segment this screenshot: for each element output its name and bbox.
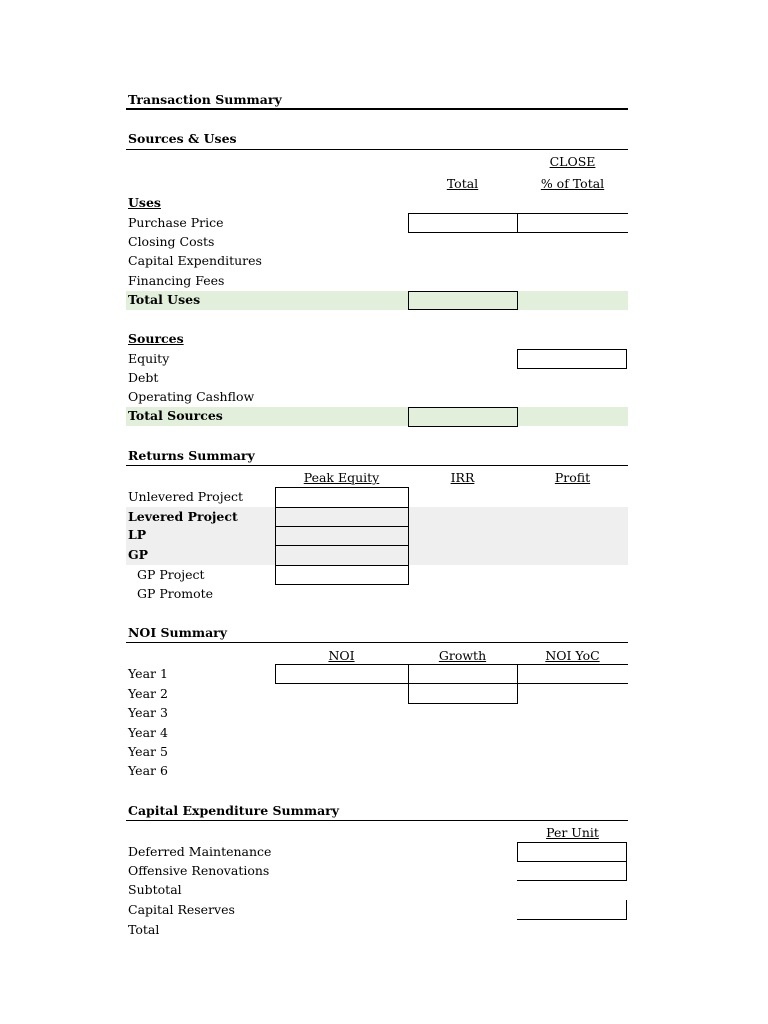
total-uses-total-cell[interactable] [408, 291, 518, 310]
column-header-pct-of-total: % of Total [540, 176, 605, 191]
noi-summary-heading: NOI Summary [128, 625, 228, 640]
column-header-close: CLOSE [549, 154, 596, 169]
gp-project-peak-equity-cell[interactable] [275, 565, 409, 585]
returns-summary-divider [126, 465, 628, 466]
unlevered-peak-equity-cell[interactable] [275, 487, 409, 508]
row-label-financing-fees: Financing Fees [128, 273, 225, 288]
column-header-profit: Profit [554, 470, 591, 485]
year-1-yoc-cell-bottom [517, 683, 628, 684]
year-2-growth-cell[interactable] [408, 683, 518, 704]
column-header-growth: Growth [438, 648, 487, 663]
row-label-gp-project: GP Project [137, 567, 205, 582]
row-label-year-4: Year 4 [128, 725, 168, 740]
total-uses-band [126, 291, 628, 310]
row-label-gp-promote: GP Promote [137, 586, 214, 601]
deferred-maintenance-per-unit-cell[interactable] [517, 842, 627, 862]
purchase-price-pct-cell-bottom [517, 232, 628, 233]
column-header-total: Total [446, 176, 479, 191]
row-label-year-2: Year 2 [128, 686, 168, 701]
offensive-renovations-per-unit-right [626, 861, 627, 881]
capex-summary-heading: Capital Expenditure Summary [128, 803, 340, 818]
capex-summary-divider [126, 820, 628, 821]
page-title: Transaction Summary [128, 92, 282, 107]
sources-uses-heading: Sources & Uses [128, 131, 237, 146]
offensive-renovations-per-unit-bottom [517, 880, 627, 881]
purchase-price-pct-cell-top [517, 213, 628, 214]
column-header-noi: NOI [328, 648, 355, 663]
row-label-total-sources: Total Sources [128, 408, 223, 423]
row-label-year-6: Year 6 [128, 763, 168, 778]
row-label-year-3: Year 3 [128, 705, 168, 720]
gp-peak-equity-cell[interactable] [275, 545, 409, 566]
row-label-operating-cashflow: Operating Cashflow [128, 389, 255, 404]
purchase-price-total-cell[interactable] [408, 213, 518, 233]
levered-peak-equity-cell[interactable] [275, 507, 409, 527]
sources-uses-divider [126, 149, 628, 150]
year-1-yoc-cell-left [517, 664, 518, 684]
returns-summary-heading: Returns Summary [128, 448, 255, 463]
row-label-capital-reserves: Capital Reserves [128, 902, 235, 917]
row-label-purchase-price: Purchase Price [128, 215, 224, 230]
year-1-right-cells-top [408, 664, 628, 665]
row-label-total: Total [128, 922, 160, 937]
column-header-per-unit: Per Unit [546, 825, 599, 840]
row-label-deferred-maintenance: Deferred Maintenance [128, 844, 272, 859]
column-header-irr: IRR [450, 470, 475, 485]
row-label-unlevered-project: Unlevered Project [128, 489, 243, 504]
lp-peak-equity-cell[interactable] [275, 526, 409, 546]
row-label-gp: GP [128, 547, 149, 562]
row-label-lp: LP [128, 527, 147, 542]
noi-summary-divider [126, 642, 628, 643]
row-label-year-5: Year 5 [128, 744, 168, 759]
capital-reserves-per-unit-bottom [517, 919, 627, 920]
row-label-debt: Debt [128, 370, 159, 385]
total-sources-total-cell[interactable] [408, 407, 518, 427]
row-label-closing-costs: Closing Costs [128, 234, 215, 249]
row-label-offensive-renovations: Offensive Renovations [128, 863, 270, 878]
column-header-peak-equity: Peak Equity [303, 470, 380, 485]
row-label-year-1: Year 1 [128, 666, 168, 681]
purchase-price-pct-cell-left [517, 213, 518, 233]
year-1-noi-cell[interactable] [275, 664, 409, 684]
capital-reserves-per-unit-right [626, 900, 627, 920]
row-label-equity: Equity [128, 351, 170, 366]
title-divider [126, 108, 628, 110]
row-label-levered-project: Levered Project [128, 509, 238, 524]
row-label-total-uses: Total Uses [128, 292, 201, 307]
equity-pct-cell[interactable] [517, 349, 627, 369]
column-header-noi-yoc: NOI YoC [545, 648, 600, 663]
row-label-capital-expenditures: Capital Expenditures [128, 253, 262, 268]
uses-header: Uses [128, 195, 161, 210]
sources-header: Sources [128, 331, 184, 346]
row-label-subtotal: Subtotal [128, 882, 182, 897]
